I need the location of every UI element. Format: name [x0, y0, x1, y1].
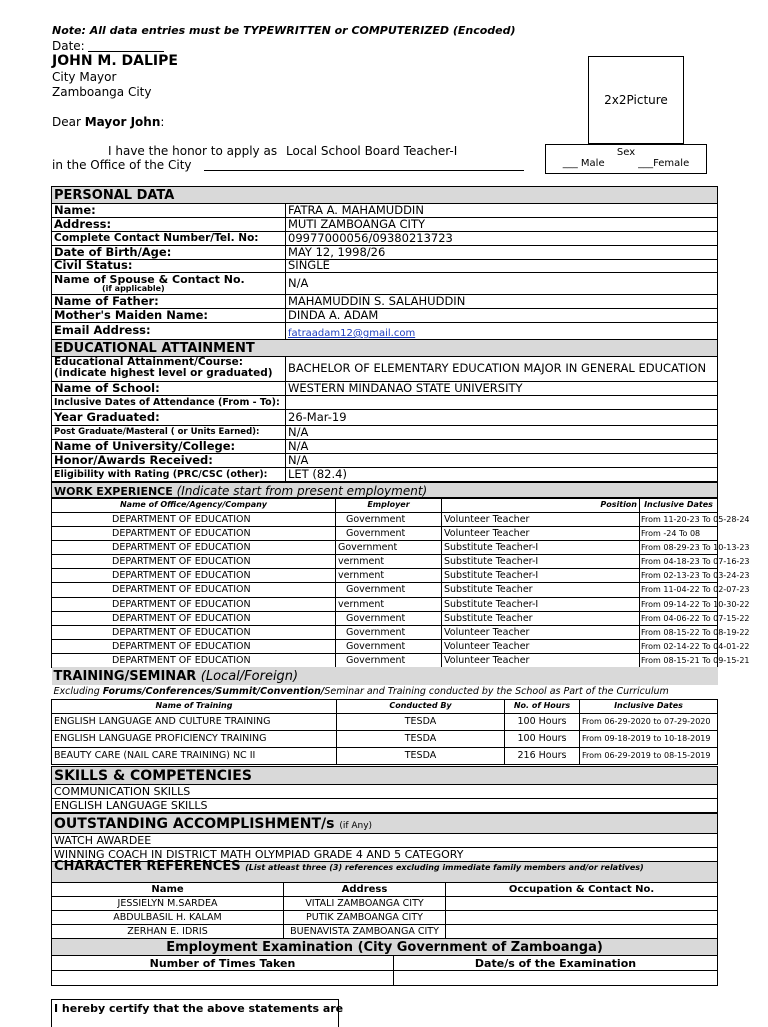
- honor-value[interactable]: N/A: [286, 454, 718, 468]
- date-field[interactable]: [88, 37, 164, 52]
- work-row-office[interactable]: DEPARTMENT OF EDUCATION: [52, 555, 336, 569]
- addressee-city: Zamboanga City: [52, 85, 152, 99]
- work-col-office: Name of Office/Agency/Company: [52, 498, 336, 513]
- training-col-name: Name of Training: [52, 699, 337, 713]
- training-col-dates: Inclusive Dates: [580, 699, 718, 713]
- reference-address[interactable]: VITALI ZAMBOANGA CITY: [284, 897, 446, 911]
- address-label: Address:: [52, 218, 286, 232]
- address-value[interactable]: MUTI ZAMBOANGA CITY: [286, 218, 718, 232]
- work-row-employer[interactable]: Government: [336, 513, 442, 527]
- skills-table: [51, 766, 718, 813]
- work-row-position[interactable]: Volunteer Teacher: [442, 513, 640, 527]
- exam-dates-value[interactable]: [394, 971, 718, 986]
- work-row-office[interactable]: DEPARTMENT OF EDUCATION: [52, 527, 336, 541]
- encoding-note: Note: All data entries must be TYPEWRITTEN or COMPUTERIZED (Encoded): [52, 24, 516, 37]
- exam-col-times: Number of Times Taken: [52, 956, 394, 971]
- work-row-dates[interactable]: From 08-15-22 To 08-19-22: [640, 626, 718, 640]
- work-row-office[interactable]: DEPARTMENT OF EDUCATION: [52, 569, 336, 583]
- spouse-label: Name of Spouse & Contact No. (if applicable): [52, 273, 286, 295]
- work-col-dates: Inclusive Dates: [640, 498, 718, 513]
- work-row-position[interactable]: Substitute Teacher-I: [442, 541, 640, 555]
- references-table: [51, 861, 718, 939]
- sex-label: Sex: [616, 147, 636, 158]
- course-value[interactable]: BACHELOR OF ELEMENTARY EDUCATION MAJOR IN GENERAL EDUCATION: [286, 357, 718, 382]
- skills-title: SKILLS & COMPETENCIES: [52, 767, 718, 785]
- mother-value[interactable]: DINDA A. ADAM: [286, 309, 718, 323]
- certification-text: I hereby certify that the above statements are: [51, 999, 339, 1027]
- work-row-employer[interactable]: Government: [336, 626, 442, 640]
- year-label: Year Graduated:: [52, 410, 286, 426]
- training-row-dates[interactable]: From 09-18-2019 to 10-18-2019: [580, 730, 718, 747]
- exam-title: Employment Examination (City Government of Zamboanga): [52, 939, 718, 956]
- work-row-position[interactable]: Substitute Teacher: [442, 583, 640, 598]
- work-row-employer[interactable]: vernment: [336, 569, 442, 583]
- mother-label: Mother's Maiden Name:: [52, 309, 286, 323]
- work-row-employer[interactable]: Government: [336, 541, 442, 555]
- work-experience-title: WORK EXPERIENCE (Indicate start from present employment): [52, 483, 718, 499]
- attendance-label: Inclusive Dates of Attendance (From - To):: [52, 396, 286, 410]
- work-row-dates[interactable]: From 02-14-22 To 04-01-22: [640, 640, 718, 654]
- sex-female-option[interactable]: ___Female: [638, 158, 690, 169]
- training-note: Excluding Forums/Conferences/Summit/Convention/Seminar and Training conducted by the School as Part of the Curriculum: [53, 686, 669, 697]
- position-applied: Local School Board Teacher-I: [286, 144, 458, 158]
- training-table: [51, 667, 718, 765]
- eligibility-label: Eligibility with Rating (PRC/CSC (other):: [52, 468, 286, 482]
- work-row-position[interactable]: Volunteer Teacher: [442, 626, 640, 640]
- references-col-name: Name: [52, 883, 284, 897]
- training-row-hours[interactable]: 100 Hours: [505, 730, 580, 747]
- work-row-dates[interactable]: From 11-20-23 To 05-28-24: [640, 513, 718, 527]
- training-row-dates[interactable]: From 06-29-2019 to 08-15-2019: [580, 747, 718, 764]
- work-row-employer[interactable]: Government: [336, 640, 442, 654]
- work-row-office[interactable]: DEPARTMENT OF EDUCATION: [52, 598, 336, 612]
- work-row-dates[interactable]: From 04-06-22 To 07-15-22: [640, 612, 718, 626]
- name-value[interactable]: FATRA A. MAHAMUDDIN: [286, 204, 718, 218]
- work-row-dates[interactable]: From 04-18-23 To 07-16-23: [640, 555, 718, 569]
- personal-data-table: [51, 186, 718, 482]
- training-row-dates[interactable]: From 06-29-2020 to 07-29-2020: [580, 713, 718, 730]
- work-row-employer[interactable]: vernment: [336, 555, 442, 569]
- work-row-office[interactable]: DEPARTMENT OF EDUCATION: [52, 640, 336, 654]
- civil-status-value[interactable]: SINGLE: [286, 260, 718, 273]
- apply-text: I have the honor to apply as: [108, 144, 278, 158]
- contact-value[interactable]: 09977000056/09380213723: [286, 232, 718, 246]
- exam-col-dates: Date/s of the Examination: [394, 956, 718, 971]
- office-field[interactable]: [204, 156, 524, 171]
- accomplishments-title: OUTSTANDING ACCOMPLISHMENT/s (if Any): [52, 814, 718, 834]
- addressee-title: City Mayor: [52, 70, 117, 84]
- office-text: in the Office of the City: [52, 158, 192, 172]
- sex-male-option[interactable]: ___ Male: [562, 158, 605, 169]
- training-row-name[interactable]: ENGLISH LANGUAGE PROFICIENCY TRAINING: [52, 730, 337, 747]
- training-row-hours[interactable]: 100 Hours: [505, 713, 580, 730]
- work-row-office[interactable]: DEPARTMENT OF EDUCATION: [52, 513, 336, 527]
- father-label: Name of Father:: [52, 295, 286, 309]
- email-link[interactable]: fatraadam12@gmail.com: [288, 328, 416, 339]
- work-row-office[interactable]: DEPARTMENT OF EDUCATION: [52, 626, 336, 640]
- reference-occupation[interactable]: [446, 911, 718, 925]
- accomplishments-table: [51, 813, 718, 862]
- work-row-dates[interactable]: From -24 To 08: [640, 527, 718, 541]
- work-row-employer[interactable]: vernment: [336, 598, 442, 612]
- year-value[interactable]: 26-Mar-19: [286, 410, 718, 426]
- reference-occupation[interactable]: [446, 925, 718, 939]
- photo-placeholder: 2x2Picture: [588, 56, 684, 144]
- work-row-position[interactable]: Volunteer Teacher: [442, 527, 640, 541]
- training-row-by[interactable]: TESDA: [337, 713, 505, 730]
- work-row-position[interactable]: Substitute Teacher-I: [442, 569, 640, 583]
- accomplishment-item[interactable]: WATCH AWARDEE: [52, 834, 718, 848]
- skill-item[interactable]: ENGLISH LANGUAGE SKILLS: [52, 799, 718, 813]
- training-col-by: Conducted By: [337, 699, 505, 713]
- work-row-office[interactable]: DEPARTMENT OF EDUCATION: [52, 612, 336, 626]
- work-row-position[interactable]: Volunteer Teacher: [442, 654, 640, 668]
- training-row-name[interactable]: ENGLISH LANGUAGE AND CULTURE TRAINING: [52, 713, 337, 730]
- work-row-office[interactable]: DEPARTMENT OF EDUCATION: [52, 541, 336, 555]
- reference-occupation[interactable]: [446, 897, 718, 911]
- accomplishment-item[interactable]: WINNING COACH IN DISTRICT MATH OLYMPIAD GRADE 4 AND 5 CATEGORY: [52, 848, 718, 862]
- date-label: Date:: [52, 39, 85, 53]
- honor-label: Honor/Awards Received:: [52, 454, 286, 468]
- email-value[interactable]: [286, 323, 718, 340]
- reference-name[interactable]: JESSIELYN M.SARDEA: [52, 897, 284, 911]
- name-label: Name:: [52, 204, 286, 218]
- reference-address[interactable]: PUTIK ZAMBOANGA CITY: [284, 911, 446, 925]
- training-row-name[interactable]: BEAUTY CARE (NAIL CARE TRAINING) NC II: [52, 747, 337, 764]
- work-row-position[interactable]: Volunteer Teacher: [442, 640, 640, 654]
- references-col-occupation: Occupation & Contact No.: [446, 883, 718, 897]
- birth-label: Date of Birth/Age:: [52, 246, 286, 260]
- father-value[interactable]: MAHAMUDDIN S. SALAHUDDIN: [286, 295, 718, 309]
- references-title: CHARACTER REFERENCES (List atleast three (3) references excluding immediate family members and/or relatives): [52, 862, 718, 883]
- civil-status-label: Civil Status:: [52, 260, 286, 273]
- postgrad-value[interactable]: N/A: [286, 426, 718, 440]
- training-col-hours: No. of Hours: [505, 699, 580, 713]
- work-row-position[interactable]: Substitute Teacher-I: [442, 555, 640, 569]
- reference-address[interactable]: BUENAVISTA ZAMBOANGA CITY: [284, 925, 446, 939]
- salutation: Dear Mayor John:: [52, 115, 165, 129]
- skill-item[interactable]: COMMUNICATION SKILLS: [52, 785, 718, 799]
- work-experience-grid: [51, 497, 750, 668]
- work-row-position[interactable]: Substitute Teacher-I: [442, 598, 640, 612]
- eligibility-value[interactable]: LET (82.4): [286, 468, 718, 482]
- training-row-by[interactable]: TESDA: [337, 747, 505, 764]
- reference-name[interactable]: ABDULBASIL H. KALAM: [52, 911, 284, 925]
- work-row-dates[interactable]: From 11-04-22 To 02-07-23: [640, 583, 718, 598]
- work-row-office[interactable]: DEPARTMENT OF EDUCATION: [52, 583, 336, 598]
- work-row-office[interactable]: DEPARTMENT OF EDUCATION: [52, 654, 336, 668]
- school-label: Name of School:: [52, 382, 286, 396]
- contact-label: Complete Contact Number/Tel. No:: [52, 232, 286, 246]
- work-row-dates[interactable]: From 09-14-22 To 10-30-22: [640, 598, 718, 612]
- university-value[interactable]: N/A: [286, 440, 718, 454]
- training-row-hours[interactable]: 216 Hours: [505, 747, 580, 764]
- spouse-value[interactable]: N/A: [286, 273, 718, 295]
- work-row-dates[interactable]: From 08-29-23 To 10-13-23: [640, 541, 718, 555]
- work-row-dates[interactable]: From 02-13-23 To 03-24-23: [640, 569, 718, 583]
- sex-box: [545, 144, 707, 174]
- email-label: Email Address:: [52, 323, 286, 340]
- course-label: Educational Attainment/Course: (indicate highest level or graduated): [52, 357, 286, 382]
- birth-value[interactable]: MAY 12, 1998/26: [286, 246, 718, 260]
- references-col-address: Address: [284, 883, 446, 897]
- training-title: TRAINING/SEMINAR (Local/Foreign): [52, 667, 718, 685]
- exam-times-value[interactable]: [52, 971, 394, 986]
- education-title: EDUCATIONAL ATTAINMENT: [52, 340, 718, 357]
- exam-table: [51, 938, 718, 986]
- addressee-name: JOHN M. DALIPE: [52, 53, 178, 69]
- work-row-employer[interactable]: Government: [336, 527, 442, 541]
- work-col-employer: Employer: [336, 498, 442, 513]
- university-label: Name of University/College:: [52, 440, 286, 454]
- work-col-position: Position: [442, 498, 640, 513]
- work-row-dates[interactable]: From 08-15-21 To 09-15-21: [640, 654, 718, 668]
- work-row-position[interactable]: Substitute Teacher: [442, 612, 640, 626]
- work-row-employer[interactable]: Government: [336, 612, 442, 626]
- attendance-value[interactable]: [286, 396, 718, 410]
- work-row-employer[interactable]: Government: [336, 583, 442, 598]
- personal-data-title: PERSONAL DATA: [52, 187, 718, 204]
- work-row-employer[interactable]: Government: [336, 654, 442, 668]
- training-row-by[interactable]: TESDA: [337, 730, 505, 747]
- reference-name[interactable]: ZERHAN E. IDRIS: [52, 925, 284, 939]
- school-value[interactable]: WESTERN MINDANAO STATE UNIVERSITY: [286, 382, 718, 396]
- postgrad-label: Post Graduate/Masteral ( or Units Earned):: [52, 426, 286, 440]
